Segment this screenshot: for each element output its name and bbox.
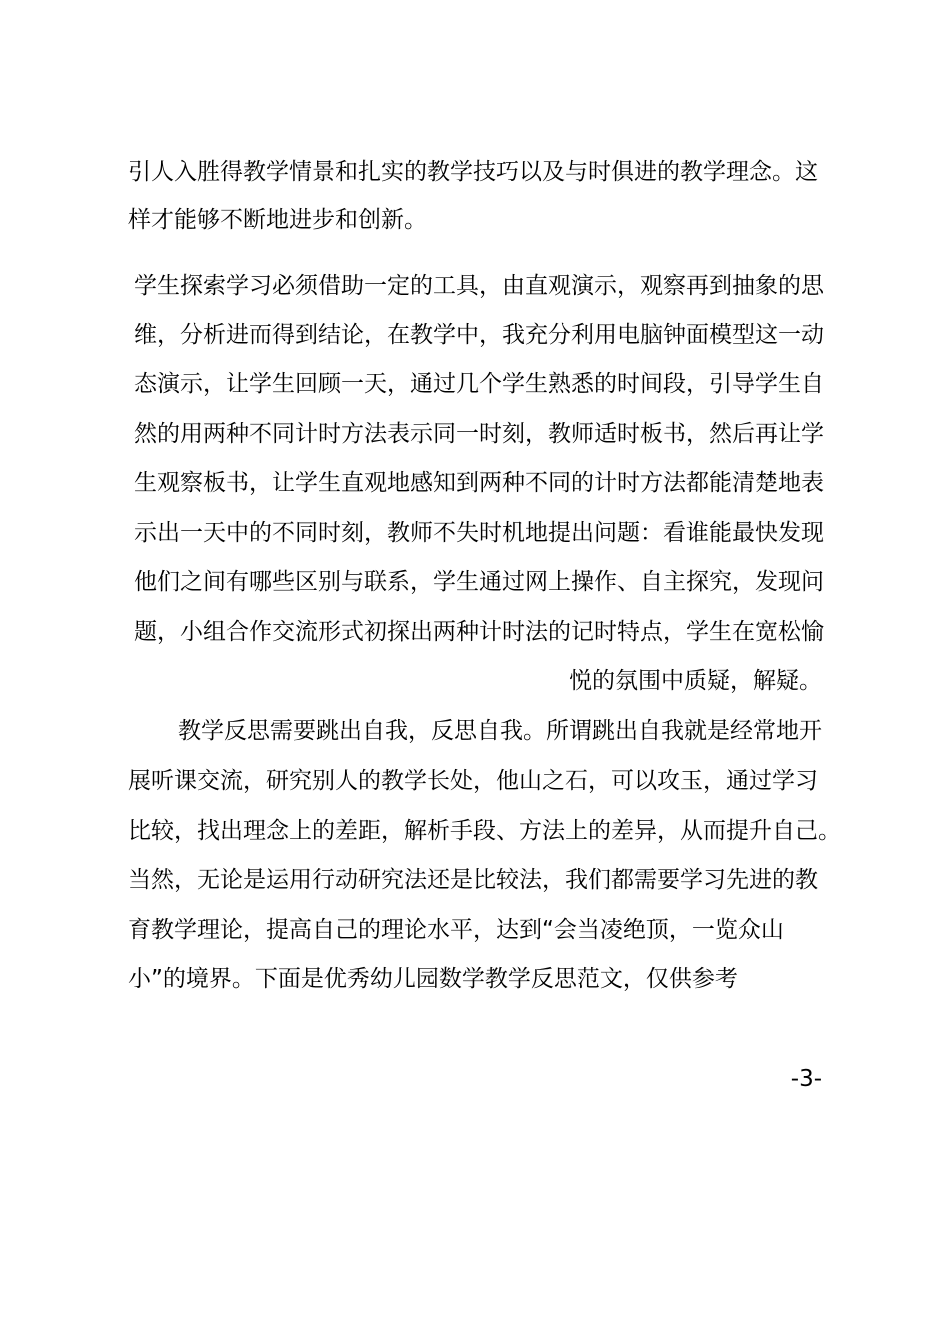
paragraph-2-line-2: 维，分析进而得到结论，在教学中，我充分利用电脑钟面模型这一动: [134, 322, 824, 348]
paragraph-2-line-8: 题，小组合作交流形式初探出两种计时法的记时特点，学生在宽松愉: [134, 619, 824, 645]
paragraph-1-line-1: 引人入胜得教学情景和扎实的教学技巧以及与时俱进的教学理念。这: [128, 159, 818, 185]
paragraph-2-line-9: 悦的氛围中质疑，解疑。: [569, 668, 822, 694]
paragraph-2-line-4: 然的用两种不同计时方法表示同一时刻，教师适时板书，然后再让学: [134, 421, 824, 447]
paragraph-3-line-3: 比较，找出理念上的差距，解析手段、方法上的差异，从而提升自己。: [128, 818, 841, 844]
paragraph-1-line-2: 样才能够不断地进步和创新。: [128, 207, 427, 233]
paragraph-3-line-2: 展听课交流，研究别人的教学长处，他山之石，可以攻玉，通过学习: [128, 768, 818, 794]
paragraph-3-line-6: 小”的境界。下面是优秀幼儿园数学教学反思范文，仅供参考: [128, 966, 738, 992]
paragraph-2-line-1: 学生探索学习必须借助一定的工具，由直观演示，观察再到抽象的思: [134, 273, 824, 299]
page-number: -3-: [790, 1066, 822, 1092]
paragraph-2-line-5: 生观察板书，让学生直观地感知到两种不同的计时方法都能清楚地表: [134, 470, 824, 496]
paragraph-2-line-7: 他们之间有哪些区别与联系，学生通过网上操作、自主探究，发现问: [134, 569, 824, 595]
paragraph-3-line-4: 当然，无论是运用行动研究法还是比较法，我们都需要学习先进的教: [128, 867, 818, 893]
paragraph-2-line-3: 态演示，让学生回顾一天，通过几个学生熟悉的时间段，引导学生自: [134, 371, 824, 397]
paragraph-3-line-1: 教学反思需要跳出自我，反思自我。所谓跳出自我就是经常地开: [178, 718, 822, 744]
paragraph-3-line-5: 育教学理论，提高自己的理论水平，达到“会当凌绝顶，一览众山: [128, 917, 784, 943]
paragraph-2-line-6: 示出一天中的不同时刻，教师不失时机地提出问题：看谁能最快发现: [134, 520, 824, 546]
